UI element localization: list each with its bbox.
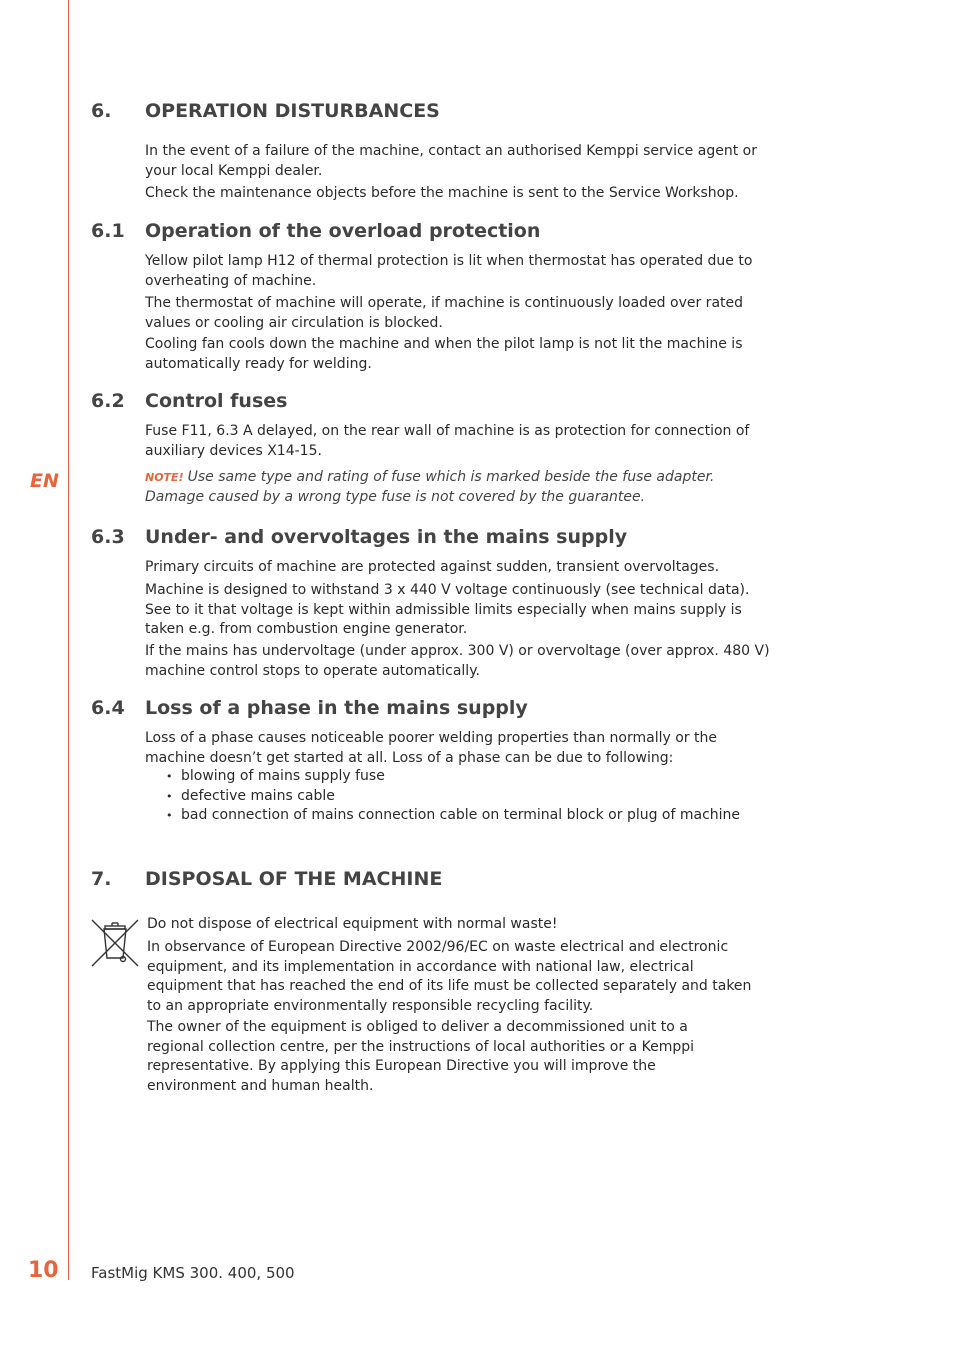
section-6-2-heading (91, 390, 287, 412)
paragraph: In the event of a failure of the machine, contact an authorised Kemppi service agent or your local Kemppi dealer. (145, 143, 757, 179)
section-number: 7. (91, 868, 112, 890)
footer-product: FastMig KMS 300. 400, 500 (91, 1264, 295, 1282)
section-title: Operation of the overload protection (145, 220, 541, 242)
section-number: 6.4 (91, 697, 125, 719)
section-title: Control fuses (145, 390, 288, 412)
paragraph: Loss of a phase causes noticeable poorer welding properties than normally or the machine doesn’t get started at all. Loss of a phase can be due to following: (145, 730, 717, 766)
paragraph: Machine is designed to withstand 3 x 440 V voltage continuously (see technical data). See to it that voltage is kept within admissible limits especially when mains supply is taken e.g. from combustion engine generator. (145, 582, 750, 637)
paragraph: If the mains has undervoltage (under approx. 300 V) or overvoltage (over approx. 480 V) machine control stops to operate automatically. (145, 643, 770, 679)
crossed-wheelie-bin-icon (90, 918, 140, 968)
paragraph: Fuse F11, 6.3 A delayed, on the rear wall of machine is as protection for connection of auxiliary devices X14-15. (145, 423, 750, 459)
section-number: 6.2 (91, 390, 125, 412)
cause-list (166, 767, 740, 826)
section-title: DISPOSAL OF THE MACHINE (145, 868, 443, 890)
paragraph: Primary circuits of machine are protected against sudden, transient overvoltages. (145, 559, 720, 575)
paragraph: Yellow pilot lamp H12 of thermal protection is lit when thermostat has operated due to overheating of machine. (145, 253, 753, 289)
list-item: • blowing of mains supply fuse (166, 767, 740, 787)
section-number: 6. (91, 100, 112, 122)
margin-rule (68, 0, 69, 1280)
paragraph: Do not dispose of electrical equipment with normal waste! (147, 916, 558, 932)
section-number: 6.1 (91, 220, 125, 242)
section-6-4-heading (91, 697, 528, 719)
section-title: Loss of a phase in the mains supply (145, 697, 528, 719)
list-item: • defective mains cable (166, 787, 740, 807)
note-label: NOTE! (145, 471, 184, 484)
paragraph: The owner of the equipment is obliged to deliver a decommissioned unit to a regional collection centre, per the instructions of local authorities or a Kemppi representative. By applying this European Directive you will improve the environment and human health. (147, 1019, 694, 1094)
section-7-heading (91, 868, 442, 890)
section-number: 6.3 (91, 526, 125, 548)
paragraph: Check the maintenance objects before the machine is sent to the Service Workshop. (145, 185, 739, 201)
section-title: OPERATION DISTURBANCES (145, 100, 440, 122)
section-6-heading (91, 100, 440, 122)
list-item: • bad connection of mains connection cable on terminal block or plug of machine (166, 806, 740, 826)
note-text: Use same type and rating of fuse which is marked beside the fuse adapter. Damage caused by a wrong type fuse is not covered by the guarantee. (145, 469, 715, 505)
section-title: Under- and overvoltages in the mains supply (145, 526, 628, 548)
paragraph: The thermostat of machine will operate, if machine is continuously loaded over rated values or cooling air circulation is blocked. (145, 295, 744, 331)
paragraph: Cooling fan cools down the machine and when the pilot lamp is not lit the machine is automatically ready for welding. (145, 336, 743, 372)
language-tag: EN (30, 470, 59, 492)
note (145, 468, 775, 507)
section-6-3-heading (91, 526, 627, 548)
section-6-1-heading (91, 220, 540, 242)
page-number: 10 (28, 1258, 59, 1283)
paragraph: In observance of European Directive 2002/96/EC on waste electrical and electronic equipment, and its implementation in accordance with national law, electrical equipment that has reached the end of its life must be collected separately and taken to an appropriate environmentally responsible recycling facility. (147, 939, 752, 1014)
